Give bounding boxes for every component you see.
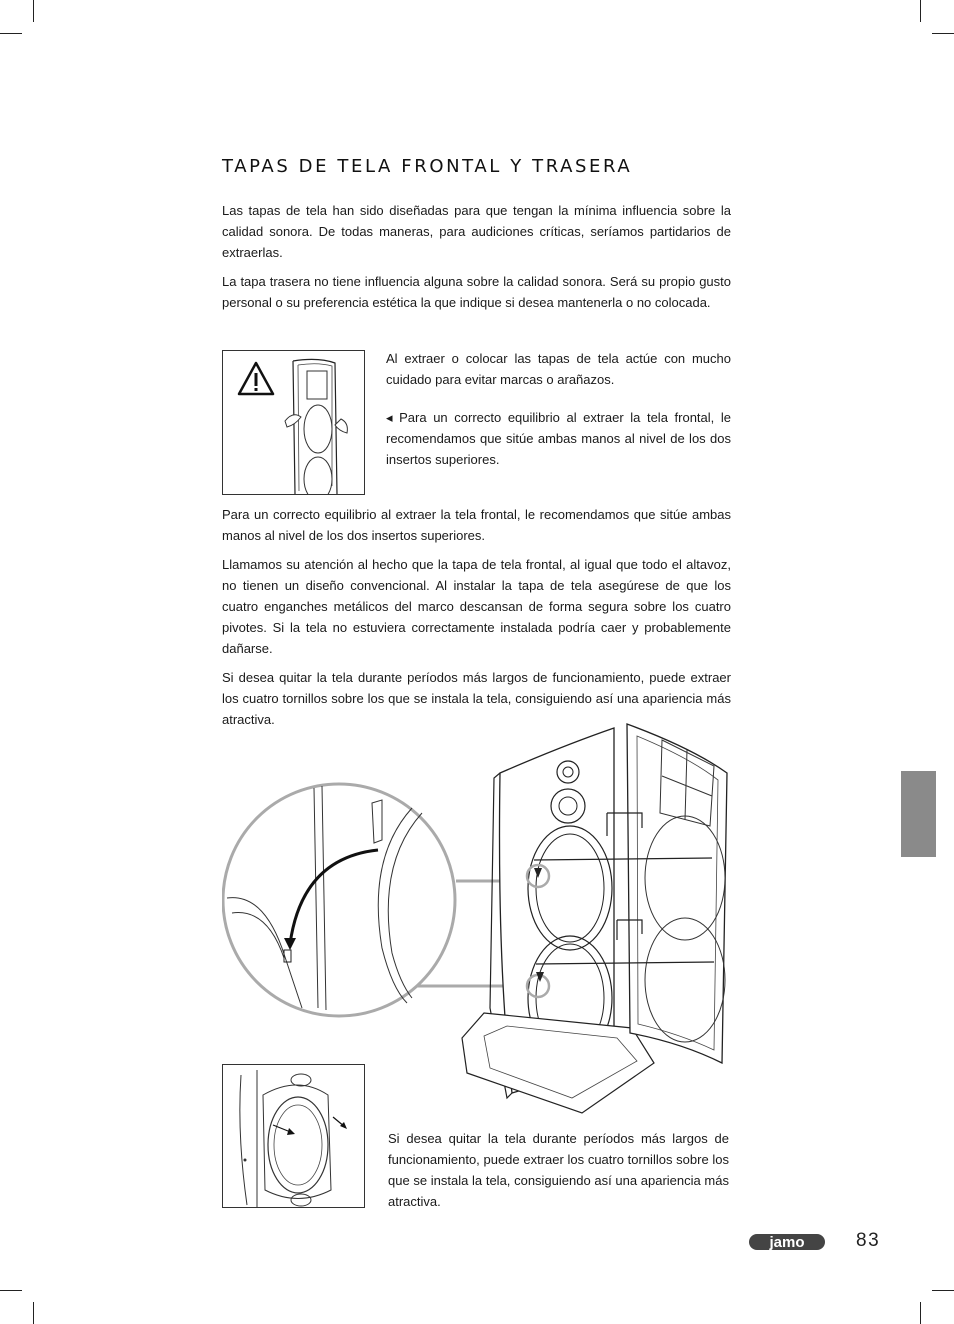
warning-figure xyxy=(222,350,365,495)
speaker-grille-hands-illustration xyxy=(223,351,364,494)
body-paragraph-2: Llamamos su atención al hecho que la tapa de tela frontal, al igual que todo el altavoz, no tienen un diseño convencional. Al instalar la tapa de tela asegúrese de que los cuatro enganches metálicos del marco descansan de forma segura sobre los cuatro pivotes. Si la tela no estuviera correctamente instalada podría caer y probablemente dañarse. xyxy=(222,557,731,656)
page-number: 83 xyxy=(856,1230,881,1251)
zoom-detail-illustration xyxy=(223,784,534,1016)
intro-paragraph-1: Las tapas de tela han sido diseñadas para que tengan la mínima influencia sobre la calidad sonora. De todas maneras, para audiciones críticas, seríamos partidarios de extraerlas. xyxy=(222,203,731,260)
brand-text: jamo xyxy=(769,1234,805,1251)
arrow-left-icon: ◂ xyxy=(386,410,393,425)
body-paragraph-3: Si desea quitar la tela durante períodos más largos de funcionamiento, puede extraer los cuatro tornillos sobre los que se instala la tela, consiguiendo así una apariencia más atractiva. xyxy=(222,670,731,727)
side-note-2-text: Para un correcto equilibrio al extraer la tela frontal, le recomendamos que sitúe ambas manos al nivel de los dos insertos superiores. xyxy=(386,410,731,467)
crop-mark xyxy=(0,33,22,34)
crop-mark xyxy=(932,1290,954,1291)
warning-icon xyxy=(239,363,273,394)
page-title: TAPAS DE TELA FRONTAL Y TRASERA xyxy=(222,156,633,177)
crop-mark xyxy=(932,33,954,34)
bottom-note: Si desea quitar la tela durante períodos más largos de funcionamiento, puede extraer los cuatro tornillos sobre los que se instala la tela, consiguiendo así una apariencia más atractiva. xyxy=(388,1131,729,1209)
jamo-logo xyxy=(748,1231,828,1257)
side-note-2 xyxy=(386,407,731,470)
crop-mark xyxy=(920,0,921,22)
side-note-1: Al extraer o colocar las tapas de tela actúe con mucho cuidado para evitar marcas o arañazos. xyxy=(386,351,731,387)
body-paragraph-1: Para un correcto equilibrio al extraer la tela frontal, le recomendamos que sitúe ambas manos al nivel de los dos insertos superiores. xyxy=(222,507,731,543)
section-tab xyxy=(901,771,936,857)
screw-removal-illustration xyxy=(223,1065,364,1207)
crop-mark xyxy=(33,0,34,22)
screw-figure xyxy=(222,1064,365,1208)
crop-mark xyxy=(33,1302,34,1324)
intro-paragraph-2: La tapa trasera no tiene influencia alguna sobre la calidad sonora. Será su propio gusto personal o su preferencia estética la que indique si desea mantenerla o no colocada. xyxy=(222,274,731,310)
speaker-illustration xyxy=(222,718,742,1123)
crop-mark xyxy=(0,1290,22,1291)
crop-mark xyxy=(920,1302,921,1324)
